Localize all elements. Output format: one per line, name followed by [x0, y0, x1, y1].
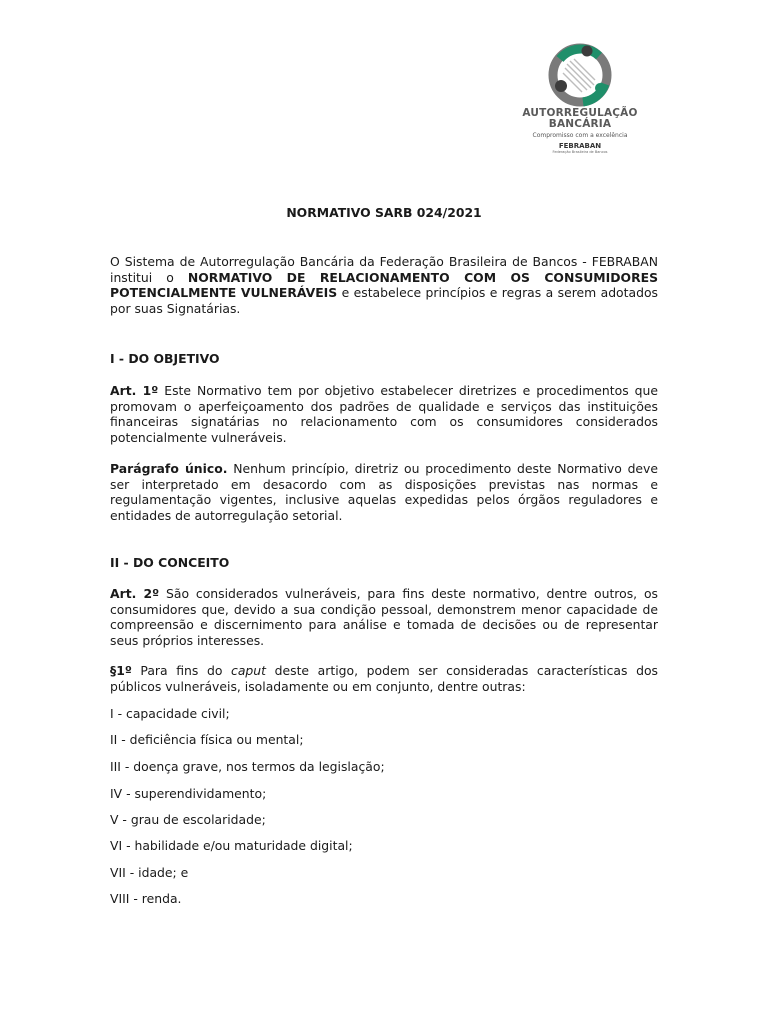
list-item: VII - idade; e — [110, 865, 189, 880]
list-item: IV - superendividamento; — [110, 786, 267, 801]
article-2-label: Art. 2º — [110, 586, 160, 601]
article-1-text: Este Normativo tem por objetivo estabelecer diretrizes e procedimentos que promovam o aperfeiçoamento dos padrões de qualidade e serviços das instituições financeiras signatárias no relacionamento com os consumidores considerados potencialmente vulneráveis. — [110, 383, 658, 445]
section-heading-objetivo: I - DO OBJETIVO — [110, 351, 220, 366]
logo-org-sub: Federação Brasileira de Bancos — [552, 150, 608, 154]
paragrafo-unico-label: Parágrafo único. — [110, 461, 228, 476]
intro-normative-name: NORMATIVO DE RELACIONAMENTO COM OS CONSUMIDORES POTENCIALMENTE VULNERÁVEIS — [110, 269, 658, 300]
logo-org: FEBRABAN — [558, 142, 602, 150]
paragraph-1-caput: caput — [231, 663, 267, 678]
paragraph-1 — [110, 663, 658, 694]
intro-text-1: O Sistema de Autorregulação Bancária da Federação Brasileira de Bancos - FEBRABAN institui o — [110, 254, 658, 285]
list-item: VI - habilidade e/ou maturidade digital; — [110, 838, 353, 853]
list-item: I - capacidade civil; — [110, 706, 230, 721]
page-title: NORMATIVO SARB 024/2021 — [286, 205, 482, 220]
list-item: III - doença grave, nos termos da legislação; — [110, 759, 385, 774]
section-heading-conceito: II - DO CONCEITO — [110, 555, 230, 570]
paragraph-1-text-a: Para fins do — [131, 663, 232, 678]
ring-emblem-icon — [547, 42, 613, 108]
autorregulacao-logo — [520, 42, 640, 160]
list-item: II - deficiência física ou mental; — [110, 732, 304, 747]
article-2-text: São considerados vulneráveis, para fins deste normativo, dentre outros, os consumidores que, devido a sua condição pessoal, demonstrem menor capacidade de compreensão e discernimento para análise e tomada de decisões ou de representar seus próprios interesses. — [110, 586, 658, 648]
paragraph-1-text-b: deste artigo, podem ser consideradas características dos públicos vulneráveis, isoladamente ou em conjunto, dentre outras: — [110, 663, 658, 694]
logo-brand-line2: BANCÁRIA — [548, 118, 612, 130]
paragrafo-unico — [110, 461, 658, 523]
paragraph-1-label: §1º — [110, 663, 132, 678]
logo-tagline: Compromisso com a excelência — [532, 132, 628, 139]
article-2 — [110, 586, 658, 648]
paragrafo-unico-text: Nenhum princípio, diretriz ou procedimento deste Normativo deve ser interpretado em desacordo com as disposições previstas nas normas e regulamentação vigentes, inclusive aquelas expedidas pelos órgãos reguladores e entidades de autorregulação setorial. — [110, 461, 659, 523]
list-item: V - grau de escolaridade; — [110, 812, 266, 827]
intro-paragraph — [110, 254, 658, 316]
article-1-label: Art. 1º — [110, 383, 159, 398]
article-1 — [110, 383, 658, 445]
logo-brand-line1: AUTORREGULAÇÃO — [522, 107, 638, 119]
list-item: VIII - renda. — [110, 891, 182, 906]
intro-text-2: e estabelece princípios e regras a serem adotados por suas Signatárias. — [110, 285, 658, 316]
